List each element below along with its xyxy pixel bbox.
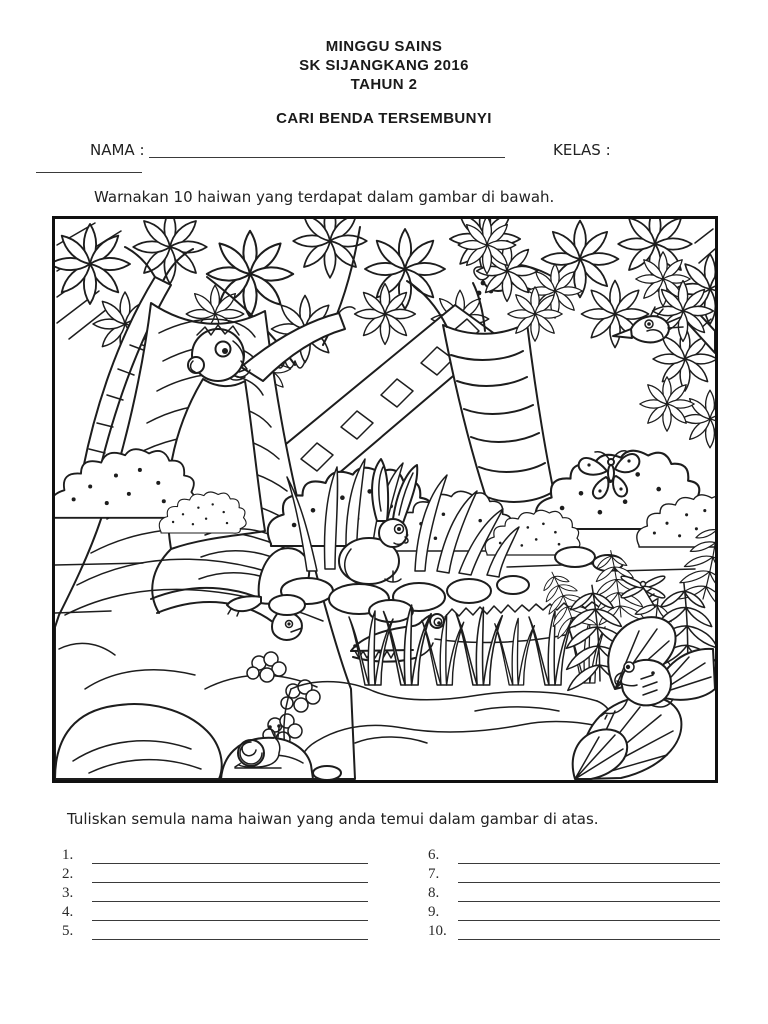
answer-row-8: [428, 883, 724, 902]
answer-number: 5.: [62, 923, 74, 939]
answer-number: 8.: [428, 885, 440, 901]
page-title: CARI BENDA TERSEMBUNYI: [276, 110, 492, 127]
answer-row-10: [428, 921, 724, 940]
answer-number: 1.: [62, 847, 74, 863]
answer-blank-line: [458, 848, 720, 864]
answer-row-7: [428, 864, 724, 883]
answer-row-4: [62, 902, 368, 921]
bottom-instruction: Tuliskan semula nama haiwan yang anda temui dalam gambar di atas.: [67, 810, 599, 828]
header-line-1: MINGGU SAINS: [325, 38, 443, 55]
header-line-2: SK SIJANGKANG 2016: [299, 57, 469, 74]
answer-row-6: [428, 845, 724, 864]
answer-number: 9.: [428, 904, 440, 920]
answer-blank-line: [92, 905, 368, 921]
answer-blank-line: [92, 848, 368, 864]
answer-blank-line: [458, 867, 720, 883]
name-blank-line: [149, 142, 505, 158]
top-instruction: Warnakan 10 haiwan yang terdapat dalam gambar di bawah.: [94, 188, 555, 206]
answer-blank-line: [458, 924, 720, 940]
answer-number: 3.: [62, 885, 74, 901]
answer-number: 2.: [62, 866, 74, 882]
answer-number: 7.: [428, 866, 440, 882]
dragonfly-drawing: [620, 574, 666, 607]
answer-row-1: [62, 845, 368, 864]
answer-blank-line: [92, 886, 368, 902]
class-blank-line: [36, 159, 142, 173]
class-label: KELAS :: [553, 141, 611, 159]
answer-blank-line: [458, 905, 720, 921]
puzzle-picture-frame: [52, 216, 718, 783]
answer-list-right: [428, 845, 724, 940]
answer-blank-line: [92, 924, 368, 940]
answer-blank-line: [458, 886, 720, 902]
answer-blank-line: [92, 867, 368, 883]
answer-row-9: [428, 902, 724, 921]
answer-row-3: [62, 883, 368, 902]
name-label: NAMA :: [90, 141, 145, 159]
answer-list-left: [62, 845, 368, 940]
header-line-3: TAHUN 2: [350, 76, 418, 93]
answer-row-5: [62, 921, 368, 940]
answer-number: 10.: [428, 923, 447, 939]
answer-row-2: [62, 864, 368, 883]
answer-number: 4.: [62, 904, 74, 920]
jungle-scene-drawing: [55, 219, 715, 780]
answer-number: 6.: [428, 847, 440, 863]
